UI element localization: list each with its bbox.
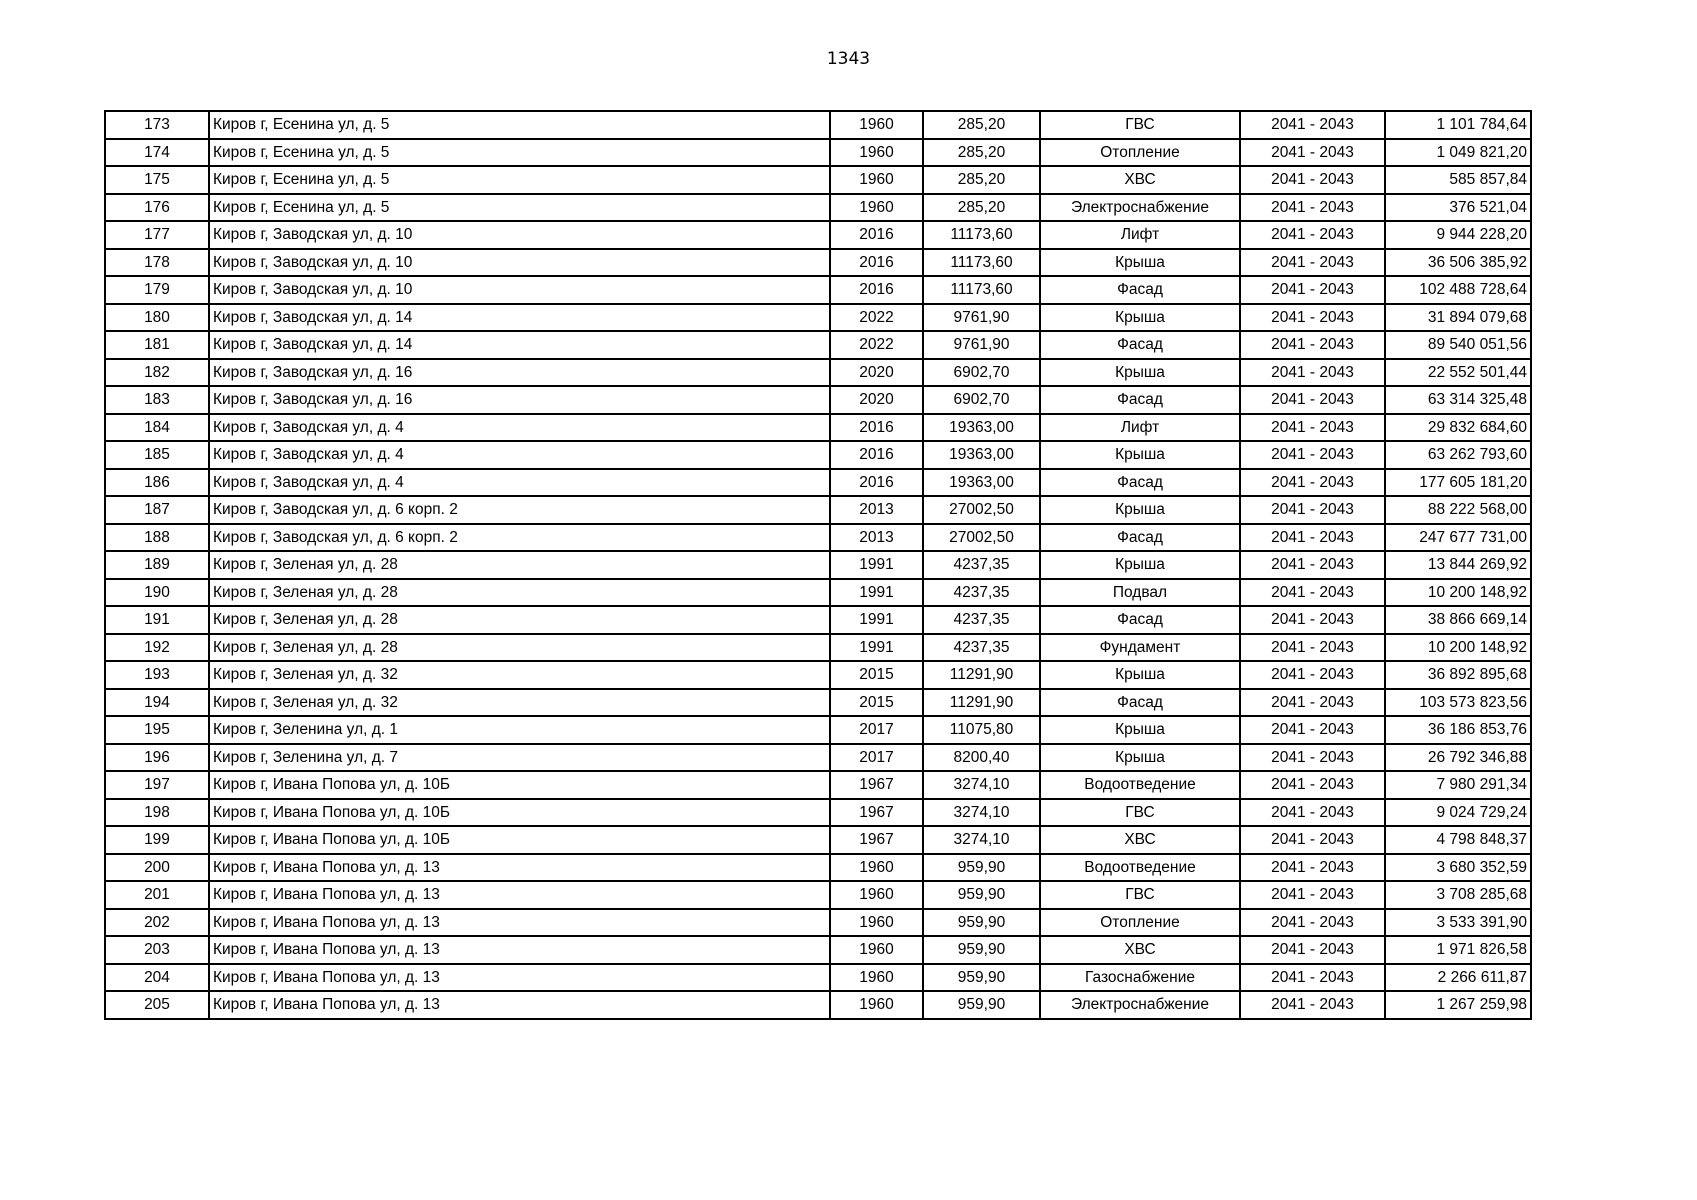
- address-cell: Киров г, Ивана Попова ул, д. 10Б: [209, 771, 830, 799]
- cost-cell: 26 792 346,88: [1385, 744, 1531, 772]
- row-number-cell: 181: [105, 331, 209, 359]
- work-type-cell: Крыша: [1040, 716, 1240, 744]
- address-cell: Киров г, Есенина ул, д. 5: [209, 139, 830, 167]
- year-built-cell: 1991: [830, 551, 923, 579]
- work-type-cell: Фасад: [1040, 386, 1240, 414]
- table-row: [105, 744, 1531, 772]
- year-built-cell: 1967: [830, 799, 923, 827]
- address-cell: Киров г, Есенина ул, д. 5: [209, 166, 830, 194]
- year-built-cell: 2022: [830, 331, 923, 359]
- work-type-cell: ХВС: [1040, 936, 1240, 964]
- row-number-cell: 195: [105, 716, 209, 744]
- area-cell: 27002,50: [923, 496, 1040, 524]
- address-cell: Киров г, Есенина ул, д. 5: [209, 111, 830, 139]
- year-built-cell: 2015: [830, 661, 923, 689]
- table-row: [105, 166, 1531, 194]
- work-type-cell: Крыша: [1040, 661, 1240, 689]
- year-built-cell: 2016: [830, 249, 923, 277]
- cost-cell: 1 101 784,64: [1385, 111, 1531, 139]
- period-cell: 2041 - 2043: [1240, 331, 1385, 359]
- row-number-cell: 188: [105, 524, 209, 552]
- area-cell: 6902,70: [923, 386, 1040, 414]
- cost-cell: 36 506 385,92: [1385, 249, 1531, 277]
- cost-cell: 247 677 731,00: [1385, 524, 1531, 552]
- address-cell: Киров г, Заводская ул, д. 16: [209, 386, 830, 414]
- cost-cell: 2 266 611,87: [1385, 964, 1531, 992]
- work-type-cell: Крыша: [1040, 744, 1240, 772]
- address-cell: Киров г, Ивана Попова ул, д. 13: [209, 881, 830, 909]
- period-cell: 2041 - 2043: [1240, 496, 1385, 524]
- year-built-cell: 2016: [830, 276, 923, 304]
- year-built-cell: 2017: [830, 744, 923, 772]
- area-cell: 3274,10: [923, 799, 1040, 827]
- address-cell: Киров г, Ивана Попова ул, д. 13: [209, 964, 830, 992]
- row-number-cell: 197: [105, 771, 209, 799]
- area-cell: 9761,90: [923, 331, 1040, 359]
- row-number-cell: 198: [105, 799, 209, 827]
- year-built-cell: 1960: [830, 194, 923, 222]
- row-number-cell: 184: [105, 414, 209, 442]
- year-built-cell: 1967: [830, 826, 923, 854]
- work-type-cell: Электроснабжение: [1040, 991, 1240, 1019]
- period-cell: 2041 - 2043: [1240, 606, 1385, 634]
- row-number-cell: 182: [105, 359, 209, 387]
- year-built-cell: 1960: [830, 854, 923, 882]
- period-cell: 2041 - 2043: [1240, 304, 1385, 332]
- area-cell: 4237,35: [923, 551, 1040, 579]
- address-cell: Киров г, Ивана Попова ул, д. 13: [209, 909, 830, 937]
- address-cell: Киров г, Заводская ул, д. 10: [209, 276, 830, 304]
- work-type-cell: ХВС: [1040, 826, 1240, 854]
- period-cell: 2041 - 2043: [1240, 414, 1385, 442]
- work-type-cell: Крыша: [1040, 304, 1240, 332]
- year-built-cell: 1960: [830, 964, 923, 992]
- period-cell: 2041 - 2043: [1240, 166, 1385, 194]
- address-cell: Киров г, Ивана Попова ул, д. 13: [209, 991, 830, 1019]
- period-cell: 2041 - 2043: [1240, 991, 1385, 1019]
- area-cell: 11291,90: [923, 689, 1040, 717]
- area-cell: 4237,35: [923, 634, 1040, 662]
- work-type-cell: ХВС: [1040, 166, 1240, 194]
- cost-cell: 1 049 821,20: [1385, 139, 1531, 167]
- table-row: [105, 276, 1531, 304]
- period-cell: 2041 - 2043: [1240, 359, 1385, 387]
- address-cell: Киров г, Зеленая ул, д. 28: [209, 606, 830, 634]
- address-cell: Киров г, Заводская ул, д. 10: [209, 221, 830, 249]
- table-row: [105, 634, 1531, 662]
- table-row: [105, 826, 1531, 854]
- year-built-cell: 1967: [830, 771, 923, 799]
- area-cell: 6902,70: [923, 359, 1040, 387]
- address-cell: Киров г, Зеленина ул, д. 7: [209, 744, 830, 772]
- table-row: [105, 221, 1531, 249]
- work-type-cell: ГВС: [1040, 881, 1240, 909]
- period-cell: 2041 - 2043: [1240, 524, 1385, 552]
- period-cell: 2041 - 2043: [1240, 579, 1385, 607]
- cost-cell: 38 866 669,14: [1385, 606, 1531, 634]
- area-cell: 285,20: [923, 111, 1040, 139]
- year-built-cell: 1991: [830, 634, 923, 662]
- row-number-cell: 194: [105, 689, 209, 717]
- address-cell: Киров г, Заводская ул, д. 6 корп. 2: [209, 524, 830, 552]
- work-type-cell: Фасад: [1040, 276, 1240, 304]
- year-built-cell: 1960: [830, 936, 923, 964]
- work-type-cell: Крыша: [1040, 249, 1240, 277]
- table-row: [105, 194, 1531, 222]
- row-number-cell: 179: [105, 276, 209, 304]
- area-cell: 8200,40: [923, 744, 1040, 772]
- year-built-cell: 2013: [830, 496, 923, 524]
- address-cell: Киров г, Есенина ул, д. 5: [209, 194, 830, 222]
- table-row: [105, 359, 1531, 387]
- area-cell: 3274,10: [923, 771, 1040, 799]
- table-row: [105, 689, 1531, 717]
- table-row: [105, 716, 1531, 744]
- area-cell: 11173,60: [923, 276, 1040, 304]
- row-number-cell: 183: [105, 386, 209, 414]
- period-cell: 2041 - 2043: [1240, 936, 1385, 964]
- area-cell: 4237,35: [923, 579, 1040, 607]
- period-cell: 2041 - 2043: [1240, 276, 1385, 304]
- work-type-cell: Крыша: [1040, 496, 1240, 524]
- row-number-cell: 173: [105, 111, 209, 139]
- period-cell: 2041 - 2043: [1240, 469, 1385, 497]
- table-row: [105, 386, 1531, 414]
- period-cell: 2041 - 2043: [1240, 139, 1385, 167]
- address-cell: Киров г, Ивана Попова ул, д. 13: [209, 936, 830, 964]
- row-number-cell: 204: [105, 964, 209, 992]
- period-cell: 2041 - 2043: [1240, 716, 1385, 744]
- period-cell: 2041 - 2043: [1240, 881, 1385, 909]
- year-built-cell: 2015: [830, 689, 923, 717]
- year-built-cell: 1960: [830, 111, 923, 139]
- area-cell: 959,90: [923, 991, 1040, 1019]
- work-type-cell: Водоотведение: [1040, 854, 1240, 882]
- work-type-cell: Подвал: [1040, 579, 1240, 607]
- area-cell: 11291,90: [923, 661, 1040, 689]
- work-type-cell: ГВС: [1040, 799, 1240, 827]
- period-cell: 2041 - 2043: [1240, 854, 1385, 882]
- row-number-cell: 205: [105, 991, 209, 1019]
- row-number-cell: 177: [105, 221, 209, 249]
- area-cell: 959,90: [923, 881, 1040, 909]
- year-built-cell: 2016: [830, 469, 923, 497]
- cost-cell: 1 971 826,58: [1385, 936, 1531, 964]
- address-cell: Киров г, Зеленая ул, д. 28: [209, 634, 830, 662]
- area-cell: 285,20: [923, 139, 1040, 167]
- row-number-cell: 187: [105, 496, 209, 524]
- row-number-cell: 196: [105, 744, 209, 772]
- table-body: [105, 111, 1531, 1019]
- year-built-cell: 2022: [830, 304, 923, 332]
- period-cell: 2041 - 2043: [1240, 661, 1385, 689]
- cost-cell: 376 521,04: [1385, 194, 1531, 222]
- address-cell: Киров г, Зеленая ул, д. 32: [209, 661, 830, 689]
- address-cell: Киров г, Заводская ул, д. 14: [209, 304, 830, 332]
- table-row: [105, 469, 1531, 497]
- period-cell: 2041 - 2043: [1240, 909, 1385, 937]
- work-type-cell: Фасад: [1040, 469, 1240, 497]
- year-built-cell: 2017: [830, 716, 923, 744]
- area-cell: 3274,10: [923, 826, 1040, 854]
- area-cell: 11173,60: [923, 249, 1040, 277]
- table-row: [105, 771, 1531, 799]
- cost-cell: 10 200 148,92: [1385, 634, 1531, 662]
- year-built-cell: 2020: [830, 386, 923, 414]
- page-number: 1343: [826, 49, 871, 69]
- table-row: [105, 579, 1531, 607]
- address-cell: Киров г, Зеленая ул, д. 28: [209, 551, 830, 579]
- table-row: [105, 414, 1531, 442]
- work-type-cell: Водоотведение: [1040, 771, 1240, 799]
- period-cell: 2041 - 2043: [1240, 634, 1385, 662]
- table-row: [105, 991, 1531, 1019]
- cost-cell: 585 857,84: [1385, 166, 1531, 194]
- cost-cell: 7 980 291,34: [1385, 771, 1531, 799]
- area-cell: 959,90: [923, 964, 1040, 992]
- work-type-cell: Крыша: [1040, 441, 1240, 469]
- work-type-cell: Фасад: [1040, 331, 1240, 359]
- area-cell: 19363,00: [923, 414, 1040, 442]
- address-cell: Киров г, Ивана Попова ул, д. 13: [209, 854, 830, 882]
- address-cell: Киров г, Ивана Попова ул, д. 10Б: [209, 799, 830, 827]
- row-number-cell: 174: [105, 139, 209, 167]
- work-type-cell: Газоснабжение: [1040, 964, 1240, 992]
- period-cell: 2041 - 2043: [1240, 111, 1385, 139]
- area-cell: 19363,00: [923, 441, 1040, 469]
- area-cell: 9761,90: [923, 304, 1040, 332]
- period-cell: 2041 - 2043: [1240, 964, 1385, 992]
- address-cell: Киров г, Заводская ул, д. 4: [209, 441, 830, 469]
- row-number-cell: 190: [105, 579, 209, 607]
- year-built-cell: 1960: [830, 881, 923, 909]
- work-type-cell: Фасад: [1040, 689, 1240, 717]
- year-built-cell: 1991: [830, 606, 923, 634]
- work-type-cell: Лифт: [1040, 221, 1240, 249]
- address-cell: Киров г, Заводская ул, д. 16: [209, 359, 830, 387]
- row-number-cell: 199: [105, 826, 209, 854]
- cost-cell: 102 488 728,64: [1385, 276, 1531, 304]
- cost-cell: 3 680 352,59: [1385, 854, 1531, 882]
- area-cell: 11173,60: [923, 221, 1040, 249]
- period-cell: 2041 - 2043: [1240, 249, 1385, 277]
- table-row: [105, 496, 1531, 524]
- row-number-cell: 189: [105, 551, 209, 579]
- row-number-cell: 201: [105, 881, 209, 909]
- period-cell: 2041 - 2043: [1240, 551, 1385, 579]
- area-cell: 959,90: [923, 909, 1040, 937]
- period-cell: 2041 - 2043: [1240, 194, 1385, 222]
- table-row: [105, 249, 1531, 277]
- cost-cell: 63 262 793,60: [1385, 441, 1531, 469]
- cost-cell: 36 892 895,68: [1385, 661, 1531, 689]
- area-cell: 11075,80: [923, 716, 1040, 744]
- cost-cell: 9 944 228,20: [1385, 221, 1531, 249]
- address-cell: Киров г, Зеленина ул, д. 1: [209, 716, 830, 744]
- row-number-cell: 200: [105, 854, 209, 882]
- year-built-cell: 1960: [830, 139, 923, 167]
- table-row: [105, 331, 1531, 359]
- table-row: [105, 606, 1531, 634]
- area-cell: 285,20: [923, 166, 1040, 194]
- table-row: [105, 661, 1531, 689]
- row-number-cell: 192: [105, 634, 209, 662]
- work-type-cell: Фундамент: [1040, 634, 1240, 662]
- row-number-cell: 193: [105, 661, 209, 689]
- cost-cell: 4 798 848,37: [1385, 826, 1531, 854]
- address-cell: Киров г, Ивана Попова ул, д. 10Б: [209, 826, 830, 854]
- cost-cell: 89 540 051,56: [1385, 331, 1531, 359]
- table-row: [105, 139, 1531, 167]
- table-row: [105, 551, 1531, 579]
- period-cell: 2041 - 2043: [1240, 799, 1385, 827]
- cost-cell: 9 024 729,24: [1385, 799, 1531, 827]
- area-cell: 27002,50: [923, 524, 1040, 552]
- period-cell: 2041 - 2043: [1240, 441, 1385, 469]
- address-cell: Киров г, Зеленая ул, д. 28: [209, 579, 830, 607]
- cost-cell: 36 186 853,76: [1385, 716, 1531, 744]
- address-cell: Киров г, Заводская ул, д. 6 корп. 2: [209, 496, 830, 524]
- period-cell: 2041 - 2043: [1240, 689, 1385, 717]
- period-cell: 2041 - 2043: [1240, 221, 1385, 249]
- table-row: [105, 441, 1531, 469]
- table-row: [105, 111, 1531, 139]
- work-type-cell: Крыша: [1040, 551, 1240, 579]
- address-cell: Киров г, Заводская ул, д. 10: [209, 249, 830, 277]
- area-cell: 4237,35: [923, 606, 1040, 634]
- cost-cell: 177 605 181,20: [1385, 469, 1531, 497]
- cost-cell: 3 533 391,90: [1385, 909, 1531, 937]
- cost-cell: 63 314 325,48: [1385, 386, 1531, 414]
- cost-cell: 10 200 148,92: [1385, 579, 1531, 607]
- cost-cell: 22 552 501,44: [1385, 359, 1531, 387]
- year-built-cell: 1960: [830, 991, 923, 1019]
- address-cell: Киров г, Заводская ул, д. 14: [209, 331, 830, 359]
- row-number-cell: 186: [105, 469, 209, 497]
- row-number-cell: 178: [105, 249, 209, 277]
- year-built-cell: 2013: [830, 524, 923, 552]
- cost-cell: 29 832 684,60: [1385, 414, 1531, 442]
- year-built-cell: 2020: [830, 359, 923, 387]
- cost-cell: 31 894 079,68: [1385, 304, 1531, 332]
- year-built-cell: 1960: [830, 909, 923, 937]
- year-built-cell: 2016: [830, 221, 923, 249]
- cost-cell: 3 708 285,68: [1385, 881, 1531, 909]
- table-row: [105, 936, 1531, 964]
- row-number-cell: 185: [105, 441, 209, 469]
- address-cell: Киров г, Заводская ул, д. 4: [209, 469, 830, 497]
- table-row: [105, 881, 1531, 909]
- year-built-cell: 2016: [830, 414, 923, 442]
- year-built-cell: 1991: [830, 579, 923, 607]
- repair-register-table: [104, 110, 1532, 1020]
- cost-cell: 88 222 568,00: [1385, 496, 1531, 524]
- address-cell: Киров г, Заводская ул, д. 4: [209, 414, 830, 442]
- cost-cell: 103 573 823,56: [1385, 689, 1531, 717]
- year-built-cell: 1960: [830, 166, 923, 194]
- work-type-cell: Отопление: [1040, 139, 1240, 167]
- table-row: [105, 854, 1531, 882]
- area-cell: 19363,00: [923, 469, 1040, 497]
- row-number-cell: 176: [105, 194, 209, 222]
- period-cell: 2041 - 2043: [1240, 826, 1385, 854]
- period-cell: 2041 - 2043: [1240, 744, 1385, 772]
- work-type-cell: Отопление: [1040, 909, 1240, 937]
- table-row: [105, 964, 1531, 992]
- table-row: [105, 799, 1531, 827]
- cost-cell: 13 844 269,92: [1385, 551, 1531, 579]
- row-number-cell: 180: [105, 304, 209, 332]
- period-cell: 2041 - 2043: [1240, 771, 1385, 799]
- row-number-cell: 191: [105, 606, 209, 634]
- work-type-cell: Электроснабжение: [1040, 194, 1240, 222]
- table-row: [105, 524, 1531, 552]
- work-type-cell: Фасад: [1040, 524, 1240, 552]
- row-number-cell: 202: [105, 909, 209, 937]
- cost-cell: 1 267 259,98: [1385, 991, 1531, 1019]
- area-cell: 959,90: [923, 854, 1040, 882]
- row-number-cell: 175: [105, 166, 209, 194]
- address-cell: Киров г, Зеленая ул, д. 32: [209, 689, 830, 717]
- work-type-cell: Крыша: [1040, 359, 1240, 387]
- work-type-cell: ГВС: [1040, 111, 1240, 139]
- work-type-cell: Фасад: [1040, 606, 1240, 634]
- year-built-cell: 2016: [830, 441, 923, 469]
- area-cell: 959,90: [923, 936, 1040, 964]
- work-type-cell: Лифт: [1040, 414, 1240, 442]
- area-cell: 285,20: [923, 194, 1040, 222]
- table-row: [105, 304, 1531, 332]
- period-cell: 2041 - 2043: [1240, 386, 1385, 414]
- row-number-cell: 203: [105, 936, 209, 964]
- table-row: [105, 909, 1531, 937]
